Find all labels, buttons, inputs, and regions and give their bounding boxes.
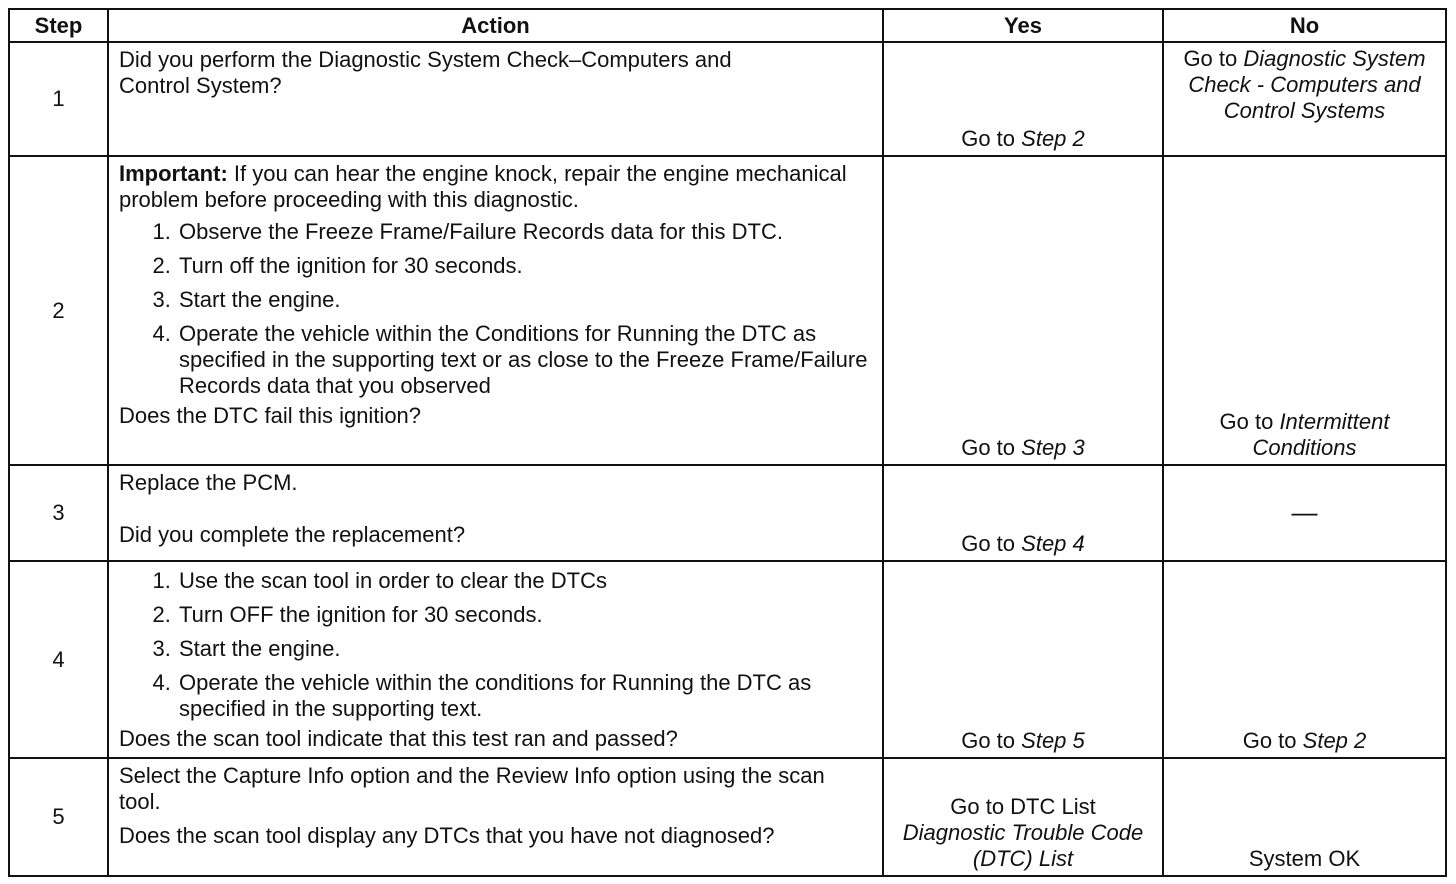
header-step: Step <box>9 9 108 42</box>
yes-prefix: Go to <box>961 435 1016 460</box>
no-prefix: Go to <box>1219 409 1274 434</box>
no-cell <box>1163 465 1446 561</box>
important-label: Important: <box>119 161 228 186</box>
yes-link[interactable]: Diagnostic Trouble Code (DTC) List <box>902 820 1144 871</box>
step-number: 1 <box>9 42 108 156</box>
question-text: Does the scan tool display any DTCs that you have not diagnosed? <box>119 823 775 848</box>
list-item: 1. Use the scan tool in order to clear the DTCs <box>177 568 872 594</box>
yes-cell <box>883 561 1163 758</box>
action-cell <box>108 758 883 876</box>
no-cell <box>1163 156 1446 465</box>
list-item: 4. Operate the vehicle within the Conditions for Running the DTC as specified in the supporting text or as close to the Freeze Frame/Failure Records data that you observed <box>177 321 872 399</box>
yes-cell <box>883 42 1163 156</box>
step-number: 4 <box>9 561 108 758</box>
step-number: 3 <box>9 465 108 561</box>
list-item: 2. Turn OFF the ignition for 30 seconds. <box>177 602 872 628</box>
diagnostic-table <box>8 8 1447 877</box>
question-text: Does the DTC fail this ignition? <box>119 403 422 428</box>
list-item: 2. Turn off the ignition for 30 seconds. <box>177 253 872 279</box>
procedure-list <box>119 568 872 722</box>
step-number: 5 <box>9 758 108 876</box>
no-cell <box>1163 42 1446 156</box>
yes-cell <box>883 758 1163 876</box>
yes-prefix: Go to <box>961 126 1016 151</box>
list-item: 3. Start the engine. <box>177 287 872 313</box>
yes-link[interactable]: Step 5 <box>1021 728 1085 753</box>
step-number: 2 <box>9 156 108 465</box>
no-cell <box>1163 758 1446 876</box>
table-row-step-4 <box>9 561 1446 758</box>
list-item: 3. Start the engine. <box>177 636 872 662</box>
yes-prefix: Go to <box>961 728 1016 753</box>
question-text: Did you complete the replacement? <box>119 522 466 547</box>
yes-link[interactable]: Step 4 <box>1021 531 1085 556</box>
no-prefix: Go to <box>1242 728 1297 753</box>
action-text: Select the Capture Info option and the Review Info option using the scan tool. <box>119 763 825 814</box>
no-link[interactable]: Intermittent Conditions <box>1252 409 1390 460</box>
table-row-step-2 <box>9 156 1446 465</box>
no-link[interactable]: Step 2 <box>1302 728 1367 753</box>
important-note <box>119 161 872 213</box>
header-no: No <box>1163 9 1446 42</box>
header-row <box>9 9 1446 42</box>
yes-link[interactable]: Step 2 <box>1021 126 1085 151</box>
yes-cell <box>883 156 1163 465</box>
list-item: 1. Observe the Freeze Frame/Failure Records data for this DTC. <box>177 219 872 245</box>
action-text: Replace the PCM. <box>119 470 298 495</box>
important-text: If you can hear the engine knock, repair the engine mechanical problem before proceeding with this diagnostic. <box>119 161 847 212</box>
no-value: — <box>1291 497 1318 527</box>
procedure-list <box>119 219 872 399</box>
list-item: 4. Operate the vehicle within the conditions for Running the DTC as specified in the supporting text. <box>177 670 872 722</box>
no-cell <box>1163 561 1446 758</box>
action-cell <box>108 42 883 156</box>
yes-prefix: Go to DTC List <box>950 794 1096 819</box>
question-text: Does the scan tool indicate that this test ran and passed? <box>119 726 678 751</box>
table-row-step-5 <box>9 758 1446 876</box>
yes-prefix: Go to <box>961 531 1016 556</box>
no-link[interactable]: Diagnostic System Check - Computers and Control Systems <box>1188 46 1426 123</box>
no-value: System OK <box>1248 846 1361 871</box>
yes-link[interactable]: Step 3 <box>1021 435 1085 460</box>
table-row-step-3 <box>9 465 1446 561</box>
action-text: Did you perform the Diagnostic System Check–Computers and Control System? <box>119 47 732 98</box>
action-cell <box>108 465 883 561</box>
header-action: Action <box>108 9 883 42</box>
no-prefix: Go to <box>1183 46 1238 71</box>
action-cell <box>108 561 883 758</box>
action-cell <box>108 156 883 465</box>
table-row-step-1 <box>9 42 1446 156</box>
header-yes: Yes <box>883 9 1163 42</box>
yes-cell <box>883 465 1163 561</box>
